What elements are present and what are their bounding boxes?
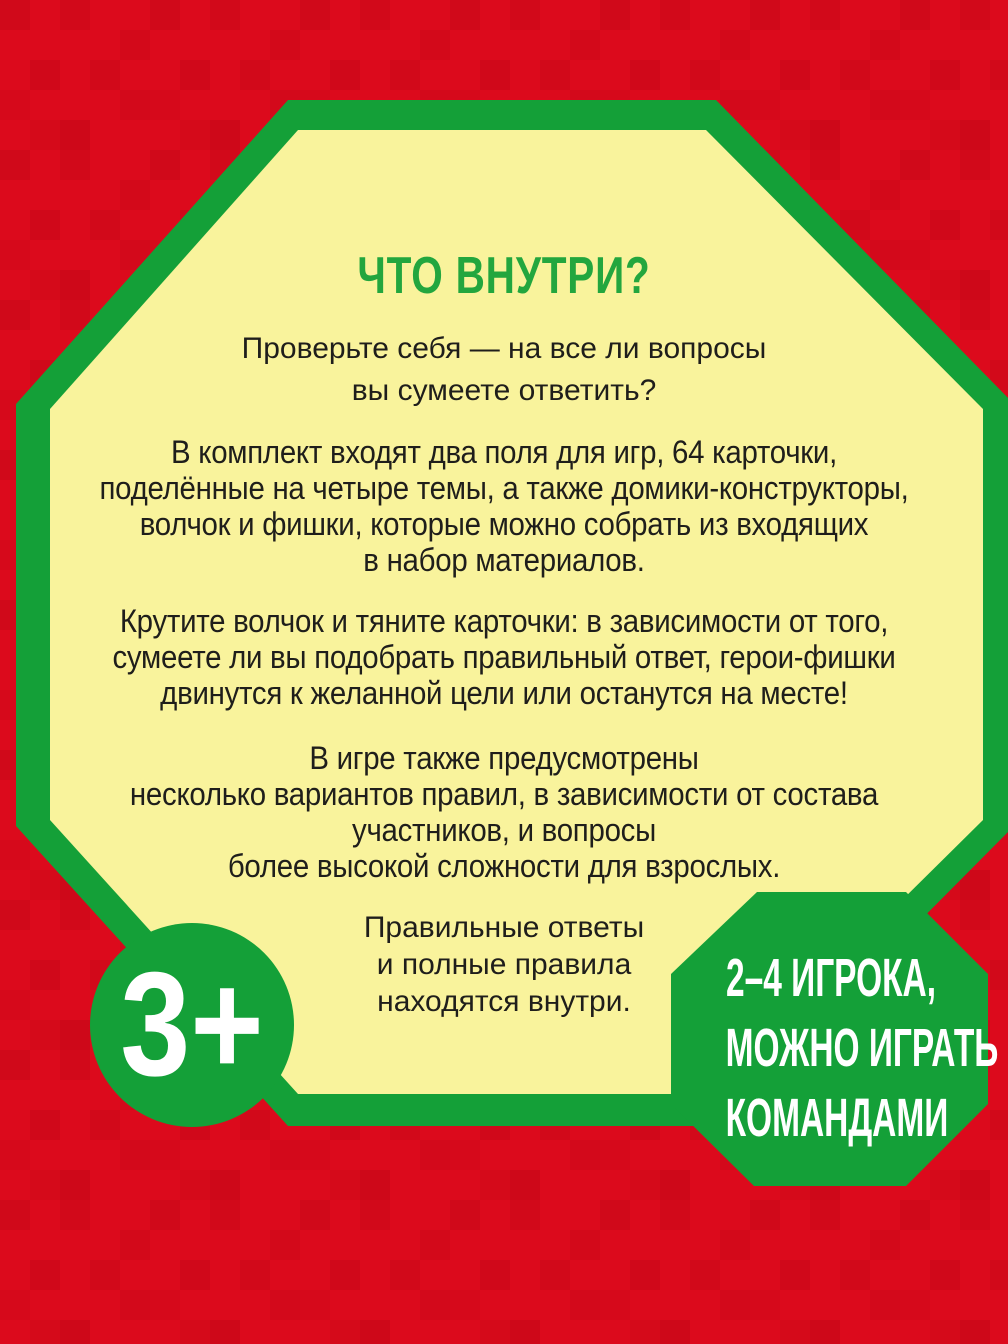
players-badge-line: МОЖНО ИГРАТЬ: [725, 1018, 999, 1078]
age-badge-label: 3+: [120, 942, 264, 1107]
paragraph-line: несколько вариантов правил, в зависимости от состава: [129, 776, 879, 812]
paragraph-variants: [40, 740, 967, 884]
paragraph-contents: [40, 434, 967, 578]
paragraph-line: поделённые на четыре темы, а также домики-конструкторы,: [99, 470, 909, 506]
paragraph-line: В комплект входят два поля для игр, 64 карточки,: [171, 434, 837, 470]
paragraph-line: вы сумеете ответить?: [351, 374, 657, 407]
paragraph-line: двинутся к желанной цели или останутся на месте!: [160, 675, 848, 711]
paragraph-line: Проверьте себя — на все ли вопросы: [241, 332, 767, 365]
page-title: ЧТО ВНУТРИ?: [357, 247, 651, 305]
paragraph-line: находятся внутри.: [377, 985, 631, 1018]
paragraph-intro: [0, 328, 1008, 412]
paragraph-line: волчок и фишки, которые можно собрать из входящих: [139, 506, 869, 542]
paragraph-gameplay: [40, 603, 967, 711]
paragraph-line: участников, и вопросы: [351, 812, 657, 848]
paragraph-line: и полные правила: [376, 948, 632, 981]
paragraph-line: В игре также предусмотрены: [309, 740, 699, 776]
players-badge-line: КОМАНДАМИ: [725, 1088, 949, 1148]
paragraph-line: более высокой сложности для взрослых.: [227, 848, 781, 884]
paragraph-line: Крутите волчок и тяните карточки: в зависимости от того,: [119, 603, 889, 639]
paragraph-line: в набор материалов.: [363, 542, 645, 578]
paragraph-line: сумеете ли вы подобрать правильный ответ, герои-фишки: [112, 639, 896, 675]
players-badge-line: 2–4 ИГРОКА,: [725, 948, 937, 1008]
paragraph-line: Правильные ответы: [363, 911, 645, 944]
players-badge-label: [725, 943, 999, 1153]
